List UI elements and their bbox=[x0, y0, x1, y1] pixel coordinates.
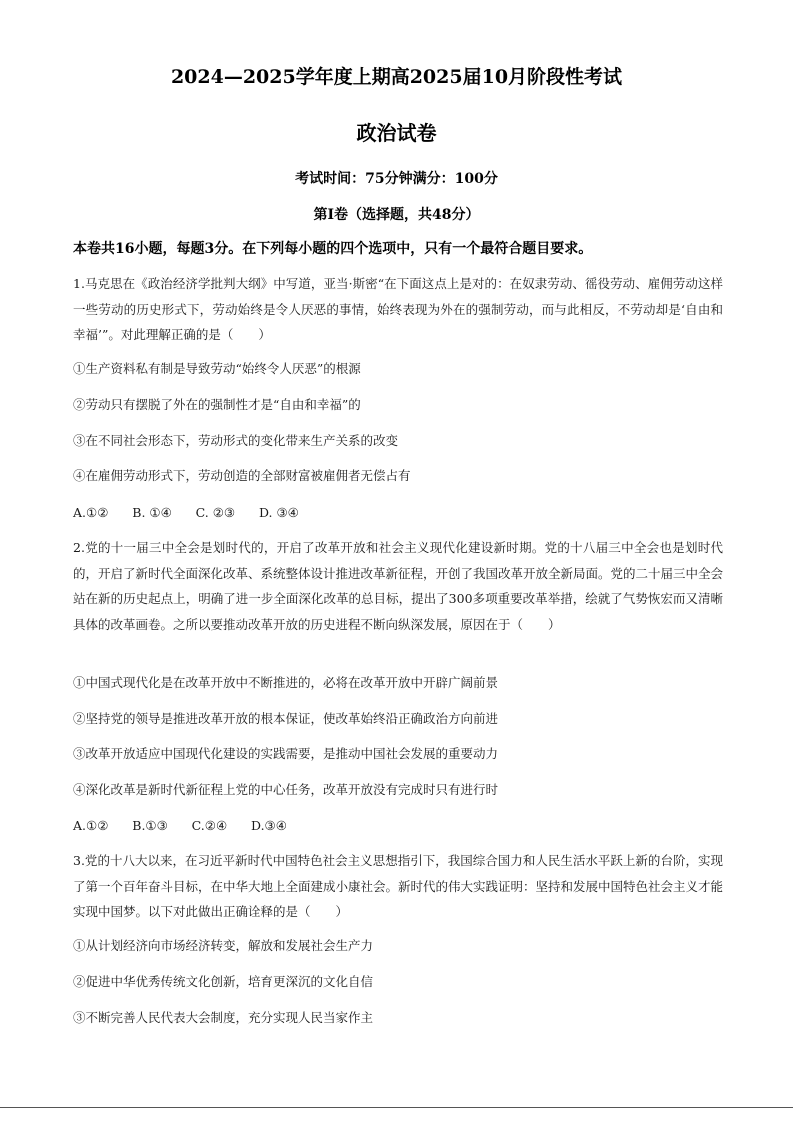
time-score-info: 考试时间：75分钟满分：100分 bbox=[295, 171, 498, 187]
question-2-stem: 2.党的十一届三中全会是划时代的，开启了改革开放和社会主义现代化建设新时期。党的十八届三中全会也是划时代的，开启了新时代全面深化改革、系统整体设计推进改革新征程，开创了我国改革开放全新局面。党的二十届三中全会站在新的历史起点上，明确了进一步全面深化改革的总目标，提出了300多项重要改革举措，绘就了气势恢宏而又清晰具体的改革画卷。之所以要推动改革开放的历史进程不断向纵深发展，原因在于（ ） bbox=[73, 540, 724, 632]
section-instructions: 本卷共16小题，每题3分。在下列每小题的四个选项中，只有一个最符合题目要求。 bbox=[73, 241, 593, 257]
question-2-item-1: ①中国式现代化是在改革开放中不断推进的，必将在改革开放中开辟广阔前景 bbox=[73, 675, 499, 690]
question-1-item-4: ④在雇佣劳动形式下，劳动创造的全部财富被雇佣者无偿占有 bbox=[73, 468, 411, 483]
question-1-item-1: ①生产资料私有制是导致劳动“始终令人厌恶”的根源 bbox=[73, 361, 361, 376]
question-1-stem: 1.马克思在《政治经济学批判大纲》中写道，亚当·斯密“在下面这点上是对的：在奴隶劳动、徭役劳动、雇佣劳动这样一些劳动的历史形式下，劳动始终是令人厌恶的事情，始终表现为外在的强制劳动，而与此相反，不劳动却是‘自由和幸福’”。对此理解正确的是（ ） bbox=[73, 276, 723, 342]
subject-title: 政治试卷 bbox=[356, 121, 437, 145]
question-2-options: A.①② B.①③ C.②④ D.③④ bbox=[73, 818, 287, 833]
question-3-item-1: ①从计划经济向市场经济转变，解放和发展社会生产力 bbox=[73, 938, 374, 953]
section-heading: 第Ⅰ卷（选择题，共48分） bbox=[313, 207, 480, 223]
question-1-item-3: ③在不同社会形态下，劳动形式的变化带来生产关系的改变 bbox=[73, 433, 399, 448]
question-2-item-3: ③改革开放适应中国现代化建设的实践需要，是推动中国社会发展的重要动力 bbox=[73, 746, 499, 761]
question-1-options: A.①② B. ①④ C. ②③ D. ③④ bbox=[73, 505, 299, 520]
question-3-item-2: ②促进中华优秀传统文化创新，培育更深沉的文化自信 bbox=[73, 974, 374, 989]
exam-title: 2024—2025学年度上期高2025届10月阶段性考试 bbox=[170, 66, 623, 88]
question-3-stem: 3.党的十八大以来，在习近平新时代中国特色社会主义思想指引下，我国综合国力和人民生活水平跃上新的台阶，实现了第一个百年奋斗目标，在中华大地上全面建成小康社会。新时代的伟大实践证明：坚持和发展中国特色社会主义才能实现中国梦。以下对此做出正确诠释的是（ ） bbox=[73, 853, 724, 919]
question-2-item-4: ④深化改革是新时代新征程上党的中心任务，改革开放没有完成时只有进行时 bbox=[73, 782, 499, 797]
page-bottom-divider bbox=[0, 1107, 793, 1108]
question-2-item-2: ②坚持党的领导是推进改革开放的根本保证，使改革始终沿正确政治方向前进 bbox=[73, 711, 499, 726]
question-3-item-3: ③不断完善人民代表大会制度，充分实现人民当家作主 bbox=[73, 1010, 374, 1025]
question-1-item-2: ②劳动只有摆脱了外在的强制性才是“自由和幸福”的 bbox=[73, 397, 361, 412]
